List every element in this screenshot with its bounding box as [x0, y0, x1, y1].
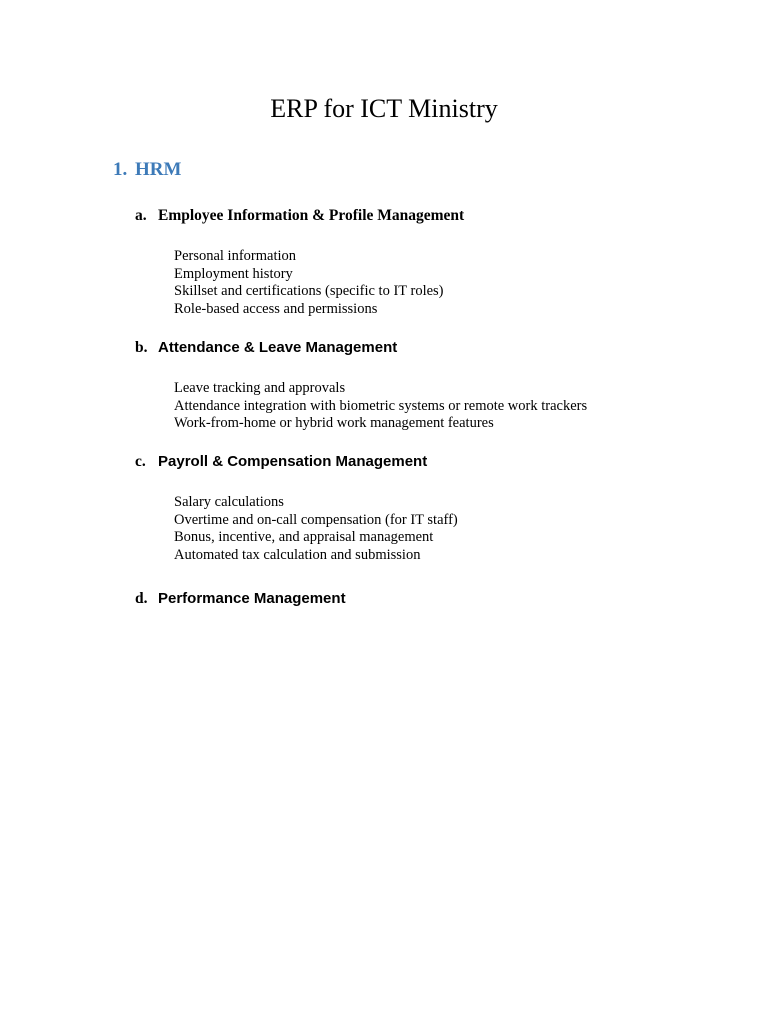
subsection-title: Performance Management	[158, 590, 346, 607]
section-number: 1.	[113, 159, 128, 180]
subsection-heading-attendance-leave	[135, 337, 397, 359]
section-heading-hrm	[113, 157, 181, 183]
list-item: Automated tax calculation and submission	[174, 547, 421, 564]
list-item: Overtime and on-call compensation (for IT staff)	[174, 511, 458, 528]
subsection-title: Attendance & Leave Management	[158, 339, 398, 356]
employee-information-list	[174, 248, 444, 319]
list-item: Leave tracking and approvals	[174, 380, 346, 396]
subsection-title: Employee Information & Profile Management	[158, 207, 465, 224]
subsection-heading-performance	[135, 588, 346, 610]
attendance-leave-list	[174, 380, 587, 433]
payroll-compensation-list	[174, 494, 458, 565]
list-item: Personal information	[174, 248, 297, 264]
list-item: Bonus, incentive, and appraisal management	[174, 529, 434, 546]
subsection-heading-employee-information	[135, 205, 464, 227]
subsection-letter: a.	[135, 207, 147, 224]
list-item: Attendance integration with biometric systems or remote work trackers	[174, 397, 588, 414]
document-title: ERP for ICT Ministry	[270, 94, 498, 123]
list-item: Skillset and certifications (specific to IT roles)	[174, 283, 444, 300]
list-item: Work-from-home or hybrid work management features	[174, 415, 494, 432]
list-item: Salary calculations	[174, 494, 284, 510]
section-title: HRM	[135, 159, 182, 180]
list-item: Employment history	[174, 265, 293, 282]
subsection-letter: c.	[135, 453, 146, 470]
list-item: Role-based access and permissions	[174, 301, 378, 318]
subsection-letter: b.	[135, 339, 148, 356]
subsection-title: Payroll & Compensation Management	[158, 453, 428, 470]
subsection-heading-payroll-compensation	[135, 451, 427, 473]
subsection-letter: d.	[135, 590, 148, 607]
